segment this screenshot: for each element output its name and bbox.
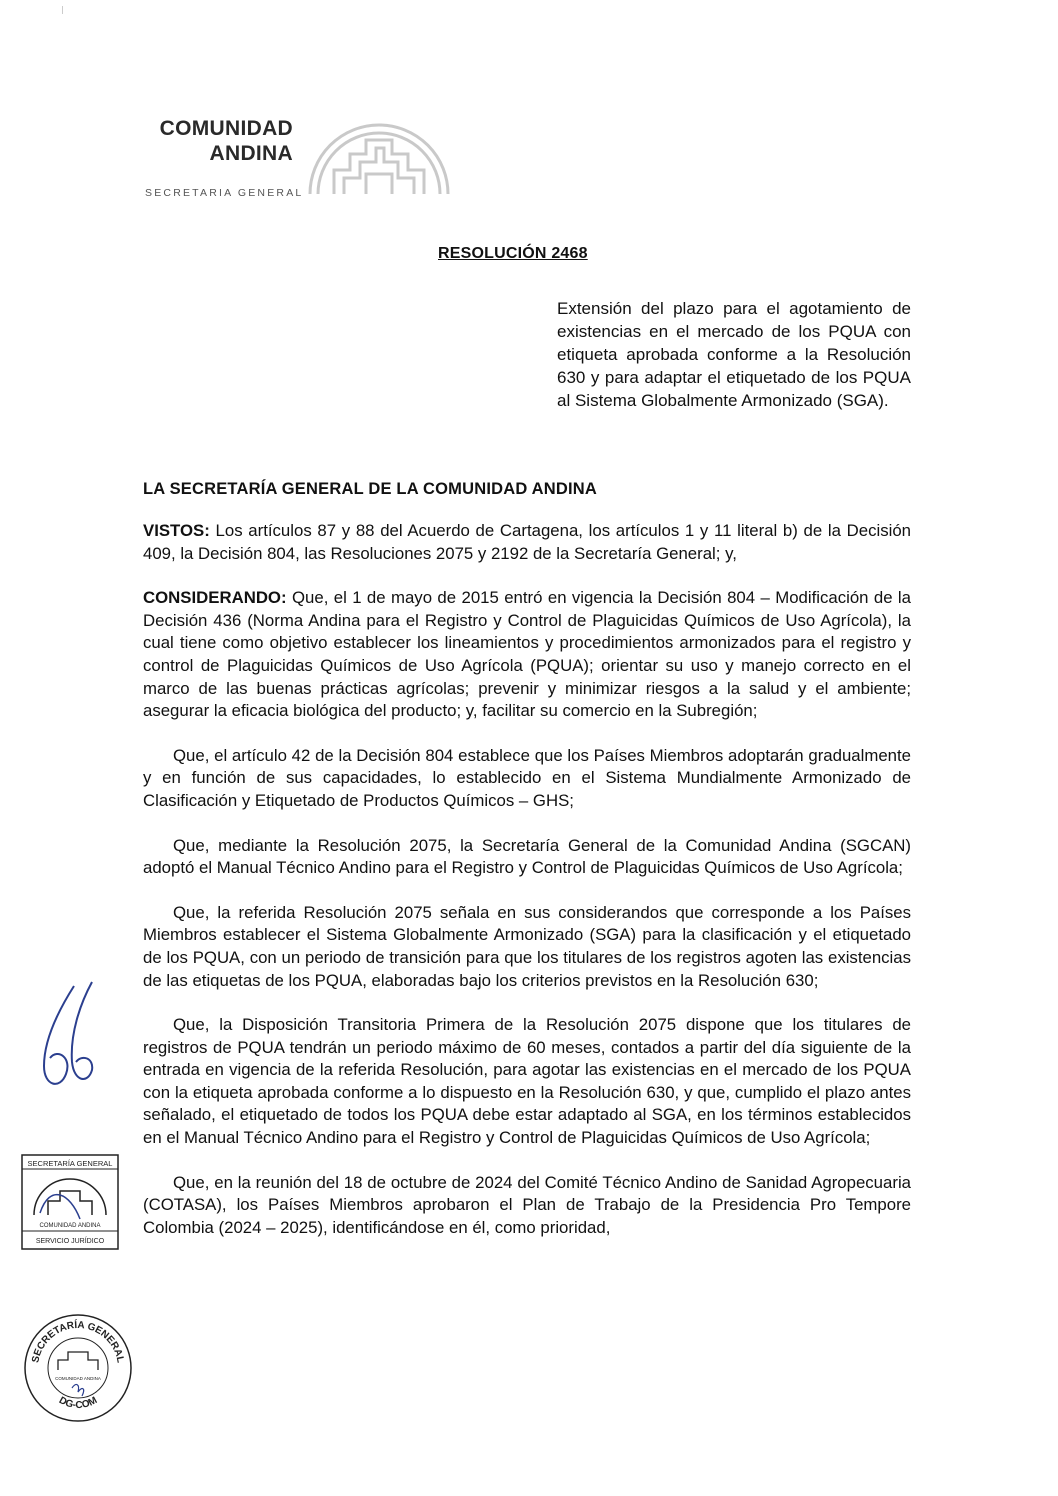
- stamp-rect-mid: COMUNIDAD ANDINA: [39, 1223, 101, 1229]
- considerando-lead: CONSIDERANDO:: [143, 588, 287, 608]
- considerando-paragraph: [143, 587, 911, 723]
- resolution-title: RESOLUCIÓN 2468: [438, 245, 588, 262]
- scan-mark: [62, 6, 67, 14]
- body-paragraph: Que, la Disposición Transitoria Primera de la Resolución 2075 dispone que los titulares de registros de PQUA tendrán un periodo máximo de 60 meses, contados a partir del día siguiente de la entrada en vigencia de la referida Resolución, para agotar las existencias en el mercado de los PQUA con la etiqueta aprobada conforme a lo dispuesto en la Resolución 630, y que, cumplido el plazo antes señalado, el etiquetado de todos los PQUA debe estar adaptado al SGA, en los términos establecidos en el Manual Técnico Andino para el Registro y Control de Plaguicidas Químicos de Uso Agrícola;: [143, 1015, 911, 1148]
- andean-logo-icon: [306, 118, 452, 196]
- handwritten-initials: [30, 978, 110, 1098]
- resolution-body: [143, 520, 911, 1261]
- org-subtitle: SECRETARIA GENERAL: [145, 187, 304, 199]
- vistos-text: Los artículos 87 y 88 del Acuerdo de Cartagena, los artículos 1 y 11 literal b) de la Decisión 409, la Decisión 804, las Resoluciones 2075 y 2192 de la Secretaría General; y,: [143, 521, 911, 563]
- considerando-text: Que, el 1 de mayo de 2015 entró en vigencia la Decisión 804 – Modificación de la Decisión 436 (Norma Andina para el Registro y Control de Plaguicidas Químicos de Uso Agrícola), la cual tiene como objetivo establecer los lineamientos y procedimientos armonizados para el registro y control de Plaguicidas Químicos de Uso Agrícola (PQUA); orientar su uso y manejo correcto en el marco de las buenas prácticas agrícolas; prevenir y minimizar riesgos a la salud y el ambiente; asegurar la eficacia biológica del producto; y, facilitar su comercio en la Subregión;: [143, 588, 911, 721]
- vistos-lead: VISTOS:: [143, 521, 210, 540]
- body-paragraph: Que, mediante la Resolución 2075, la Secretaría General de la Comunidad Andina (SGCAN) adoptó el Manual Técnico Andino para el Registro y Control de Plaguicidas Químicos de Uso Agrícola;: [143, 835, 911, 878]
- body-paragraph: Que, el artículo 42 de la Decisión 804 establece que los Países Miembros adoptarán gradualmente y en función de sus capacidades, lo establecido en el Sistema Mundialmente Armonizado de Clasificación y Etiquetado de Productos Químicos – GHS;: [143, 745, 911, 810]
- org-logo-text: [143, 116, 293, 166]
- vistos-paragraph: [143, 520, 911, 565]
- issuer-heading: LA SECRETARÍA GENERAL DE LA COMUNIDAD ANDINA: [143, 480, 597, 498]
- stamp-rect-top: SECRETARÍA GENERAL: [27, 1159, 113, 1168]
- stamp-round-top: SECRETARÍA GENERAL: [30, 1319, 126, 1364]
- body-paragraph: Que, en la reunión del 18 de octubre de 2024 del Comité Técnico Andino de Sanidad Agropecuaria (COTASA), los Países Miembros aprobaron el Plan de Trabajo de la Presidencia Pro Tempore Colombia (2024 – 2025), identificándose en él, como prioridad,: [143, 1172, 911, 1237]
- org-name-line2: ANDINA: [209, 142, 293, 165]
- legal-service-stamp: [20, 1153, 120, 1251]
- body-paragraph: Que, la referida Resolución 2075 señala en sus considerandos que corresponde a los Países Miembros establecer el Sistema Globalmente Armonizado (SGA) para la clasificación y el etiquetado de los PQUA, con un periodo de transición para que los titulares de los registros agoten las existencias de las etiquetas de los PQUA, elaboradas bajo los criterios previstos en la Resolución 630;: [143, 902, 911, 990]
- org-name-line1: COMUNIDAD: [159, 117, 293, 140]
- resolution-summary: Extensión del plazo para el agotamiento de existencias en el mercado de los PQUA con etiqueta aprobada conforme a la Resolución 630 y para adaptar el etiquetado de los PQUA al Sistema Globalmente Armonizado (SGA).: [557, 299, 911, 410]
- svg-text:DG-COM: [57, 1395, 99, 1411]
- stamp-round-mid: COMUNIDAD ANDINA: [55, 1376, 101, 1381]
- svg-text:SECRETARÍA GENERAL: [30, 1318, 125, 1364]
- stamp-round-bottom: DG-COM: [56, 1394, 100, 1412]
- round-seal-stamp: [22, 1312, 134, 1424]
- stamp-rect-bottom: SERVICIO JURÍDICO: [35, 1238, 105, 1245]
